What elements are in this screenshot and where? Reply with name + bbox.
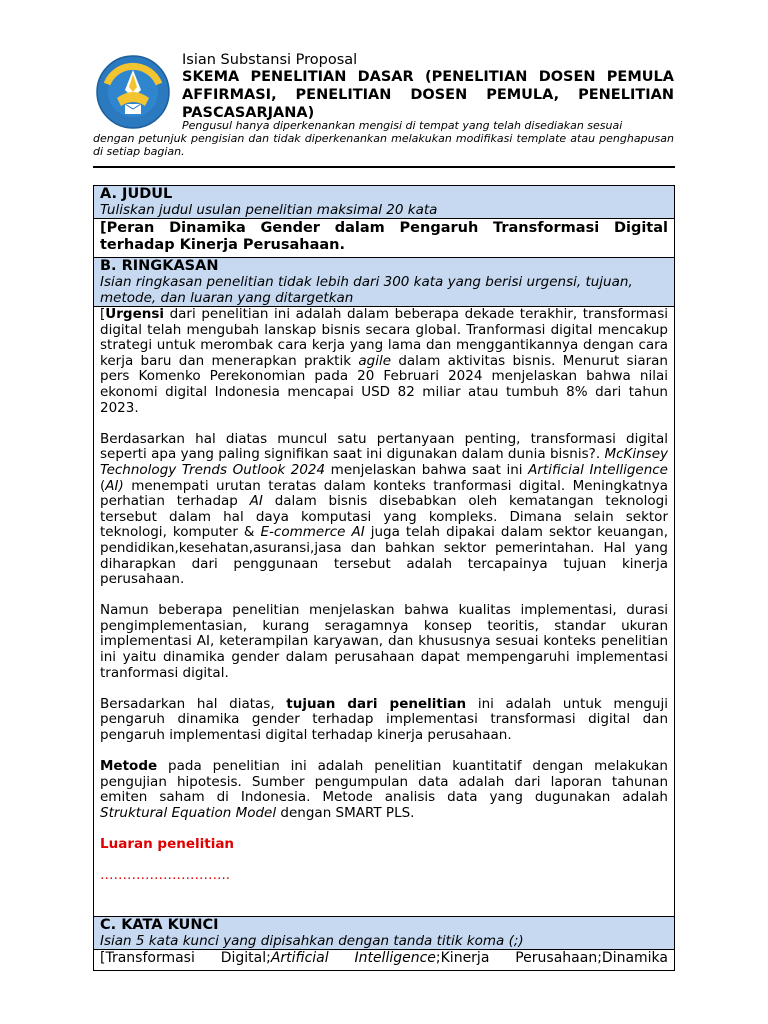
proposal-header	[182, 52, 674, 122]
section-b-instruction: Isian ringkasan penelitian tidak lebih dari 300 kata yang berisi urgensi, tujuan, metode, dan luaran yang ditargetkan	[100, 274, 633, 306]
section-a-title: A. JUDUL	[100, 186, 173, 202]
tujuan-paragraph: Bersadarkan hal diatas, tujuan dari penelitian ini adalah untuk menguji pengaruh dinamika gender terhadap implementasi transformasi digital dan pengaruh implementasi digital terhadap kinerja perusahaan.	[100, 695, 669, 744]
ringkasan-text	[100, 307, 668, 884]
metode-label: Metode	[100, 758, 158, 775]
instruction-note	[93, 119, 674, 158]
ringkasan-field[interactable]	[94, 307, 675, 917]
luaran-value: ………………………..	[100, 867, 231, 884]
kata-kunci-field[interactable]	[94, 950, 675, 971]
note-line-1: Pengusul hanya diperkenankan mengisi di tempat yang telah disediakan sesuai	[182, 119, 623, 132]
header-divider	[93, 166, 675, 168]
scheme-title: SKEMA PENELITIAN DASAR (PENELITIAN DOSEN PEMULA AFFIRMASI, PENELITIAN DOSEN PEMULA, PENELITIAN PASCASARJANA)	[182, 69, 674, 121]
tujuan-label: tujuan dari penelitian	[286, 695, 467, 712]
kata-kunci-value: [Transformasi Digital;Artificial Intelligence;Kinerja Perusahaan;Dinamika	[100, 950, 668, 966]
section-c-instruction: Isian 5 kata kunci yang dipisahkan dengan tanda titik koma (;)	[100, 933, 524, 949]
section-a-instruction: Tuliskan judul usulan penelitian maksimal 20 kata	[100, 202, 438, 218]
metode-paragraph: Metode pada penelitian ini adalah penelitian kuantitatif dengan melakukan pengujian hipotesis. Sumber pengumpulan data adalah dari laporan tahunan emiten saham di Indonesia. Metode analisis data yang dugunakan adalah Struktural Equation Model dengan SMART PLS.	[100, 758, 668, 821]
judul-value: [Peran Dinamika Gender dalam Pengaruh Transformasi Digital terhadap Kinerja Perusahaan.	[100, 220, 668, 253]
section-a-header	[94, 186, 675, 219]
urgensi-label: Urgensi	[105, 306, 164, 322]
judul-field[interactable]	[94, 219, 675, 258]
gap-paragraph: Namun beberapa penelitian menjelaskan bahwa kualitas implementasi, durasi pengimplementasian, kurang seragamnya konsep teoritis, standar ukuran implementasi AI, keterampilan karyawan, dan khususnya sesuai konteks penelitian ini yaitu dinamika gender dalam perusahaan dapat mempengaruhi implementasi tranformasi digital.	[100, 602, 668, 681]
luaran-label: Luaran penelitian	[100, 836, 235, 853]
background-paragraph: Berdasarkan hal diatas muncul satu pertanyaan penting, transformasi digital seperti apa yang paling signifikan saat ini digunakan dalam dunia bisnis?. McKinsey Technology Trends Outlook 2024 menjelaskan bahwa saat ini Artificial Intelligence (AI) menempati urutan teratas dalam konteks tranformasi digital. Meningkatnya perhatian terhadap AI dalam bisnis disebabkan oleh kematangan teknologi tersebut dalam hal daya komputasi yang kompleks. Dimana selain sektor teknologi, komputer & E-commerce AI juga telah dipakai dalam sektor keuangan, pendidikan,kesehatan,asuransi,jasa dan bahkan sektor pemerintahan. Hal yang diharapkan dari penggunaan tersebut adalah tercapainya tujuan kinerja perusahaan.	[100, 430, 668, 588]
section-b-title: B. RINGKASAN	[100, 258, 219, 274]
section-c-header	[94, 917, 675, 950]
proposal-form	[93, 185, 675, 971]
header-subtitle: Isian Substansi Proposal	[182, 52, 358, 68]
note-rest: dengan petunjuk pengisian dan tidak diperkenankan melakukan modifikasi template atau penghapusan di setiap bagian.	[93, 132, 674, 158]
section-b-header	[94, 258, 675, 307]
urgensi-paragraph: [Urgensi dari penelitian ini adalah dalam beberapa dekade terakhir, transformasi digital telah mengubah lanskap bisnis secara global. Tranformasi digital mencakup strategi untuk merombak cara kerja yang lama dan menggantikannya dengan cara kerja baru dan menerapkan praktik agile dalam aktivitas bisnis. Menurut siaran pers Komenko Perekonomian pada 20 Februari 2024 menjelaskan bahwa nilai ekonomi digital Indonesia mencapai USD 82 miliar atau tumbuh 8% dari tahun 2023.	[100, 306, 668, 416]
section-c-title: C. KATA KUNCI	[100, 917, 219, 933]
